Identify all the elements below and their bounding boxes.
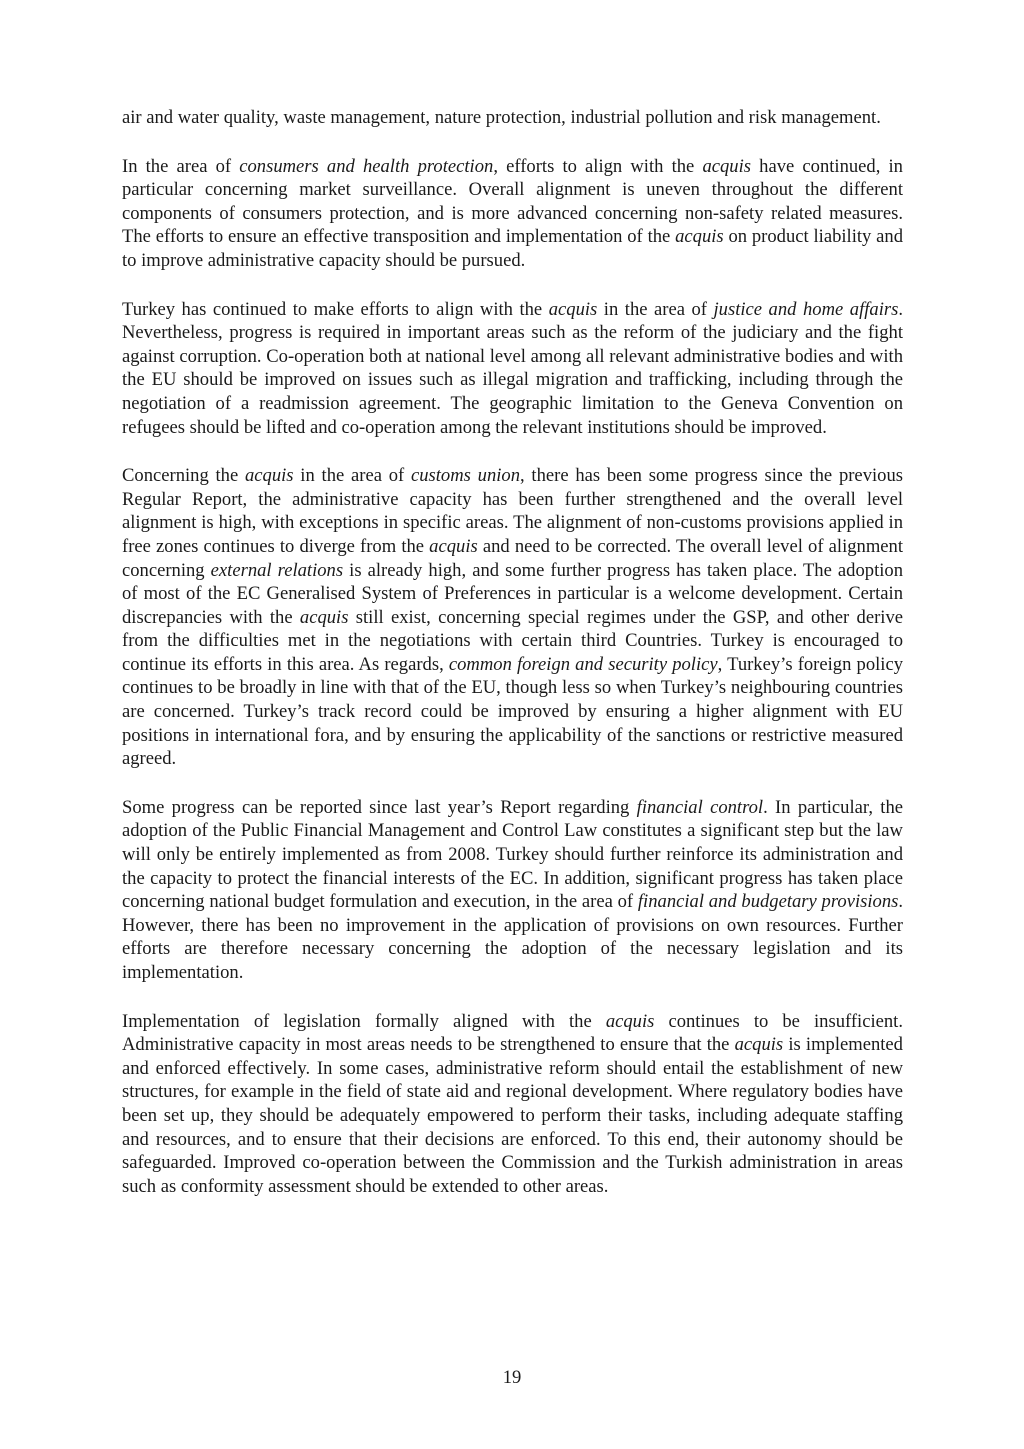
text-run: In the area of xyxy=(122,155,240,177)
emphasis-term: acquis xyxy=(299,606,349,628)
text-run: is implemented and enforced effectively. In some cases, administrative reform should entail the establishment of new structures, for example in the field of state aid and regional development. Where regulatory bodies have been set up, they should be adequately empowered to perform their tasks, including adequate staffing and resources, and to ensure that their decisions are enforced. To this end, their autonomy should be safeguarded. Improved co-operation between the Commission and the Turkish administration in areas such as conformity assessment should be extended to other areas. xyxy=(122,1034,903,1197)
emphasis-term: financial and budgetary provisions xyxy=(637,891,899,913)
emphasis-term: external relations xyxy=(210,559,344,581)
text-run: Turkey has continued to make efforts to align with the xyxy=(122,298,549,320)
text-run: still exist, concerning special regimes under the GSP, and other derive from the difficulties met in the negotiations with certain third Countries. Turkey is encouraged to continue its efforts in this area. As regards, xyxy=(122,606,903,675)
text-run: , there has been some progress since the previous Regular Report, the administrative capacity has been further strengthened and the overall level alignment is high, with exceptions in specific areas. The alignment of non-customs provisions applied in free zones continues to diverge from the xyxy=(122,465,903,557)
text-run: in the area of xyxy=(293,465,411,487)
paragraph-customs-union xyxy=(122,464,903,771)
paragraph-financial-control xyxy=(122,796,903,985)
text-run: continues to be insufficient. Administrative capacity in most areas needs to be strengthened to ensure that the xyxy=(122,1010,903,1056)
text-run: . In particular, the adoption of the Public Financial Management and Control Law constitutes a significant step but the law will only be entirely implemented as from 2008. Turkey should further reinforce its administration and the capacity to protect the financial interests of the EC. In addition, significant progress has taken place concerning national budget formulation and execution, in the area of xyxy=(122,796,903,913)
text-run: . Nevertheless, progress is required in important areas such as the reform of the judiciary and the fight against corruption. Co-operation both at national level among all relevant administrative bodies and with the EU should be improved on issues such as illegal migration and trafficking, including through the negotiation of a readmission agreement. The geographic limitation to the Geneva Convention on refugees should be lifted and co-operation among the relevant institutions should be improved. xyxy=(122,298,903,438)
paragraph-implementation xyxy=(122,1010,903,1199)
emphasis-term: customs union xyxy=(410,465,520,487)
emphasis-term: justice and home affairs xyxy=(713,298,899,320)
emphasis-term: acquis xyxy=(548,298,598,320)
emphasis-term: common foreign and security policy xyxy=(448,653,718,675)
paragraph-justice-home-affairs xyxy=(122,298,903,440)
text-run: . However, there has been no improvement in the application of provisions on own resources. Further efforts are therefore necessary concerning the adoption of the necessary legislation and its implementation. xyxy=(122,891,904,983)
emphasis-term: acquis xyxy=(675,226,724,248)
emphasis-term: acquis xyxy=(702,155,751,177)
text-run: is already high, and some further progress has taken place. The adoption of most of the EC Generalised System of Preferences in particular is a welcome development. Certain discrepancies with the xyxy=(122,559,903,628)
emphasis-term: acquis xyxy=(734,1034,784,1056)
paragraph-env-continuation xyxy=(122,106,903,130)
text-run: have continued, in particular concerning market surveillance. Overall alignment is uneven throughout the different components of consumers protection, and is more advanced concerning non-safety related measures. The efforts to ensure an effective transposition and implementation of the xyxy=(122,155,903,248)
emphasis-term: acquis xyxy=(245,465,294,487)
emphasis-term: acquis xyxy=(605,1010,655,1032)
emphasis-term: acquis xyxy=(429,535,478,557)
text-run: Some progress can be reported since last year’s Report regarding xyxy=(122,796,637,818)
emphasis-term: financial control xyxy=(636,796,764,818)
text-run: and need to be corrected. The overall level of alignment concerning xyxy=(122,535,904,581)
page-number: 19 xyxy=(502,1367,522,1388)
text-run: in the area of xyxy=(597,298,714,320)
text-run: Implementation of legislation formally aligned with the xyxy=(122,1010,606,1032)
document-body xyxy=(122,106,903,1223)
paragraph-consumers-health xyxy=(122,155,903,273)
text-run: , Turkey’s foreign policy continues to be broadly in line with that of the EU, though less so when Turkey’s neighbouring countries are concerned. Turkey’s track record could be improved by ensuring a higher alignment with EU positions in international fora, and by ensuring the applicability of the sanctions or restrictive measured agreed. xyxy=(122,653,904,770)
emphasis-term: consumers and health protection xyxy=(239,155,494,177)
text-run: Concerning the xyxy=(122,465,245,487)
text-run: , efforts to align with the xyxy=(493,155,703,177)
text-run: on product liability and to improve administrative capacity should be pursued. xyxy=(122,226,903,271)
text-run: air and water quality, waste management, nature protection, industrial pollution and risk management. xyxy=(122,107,881,128)
